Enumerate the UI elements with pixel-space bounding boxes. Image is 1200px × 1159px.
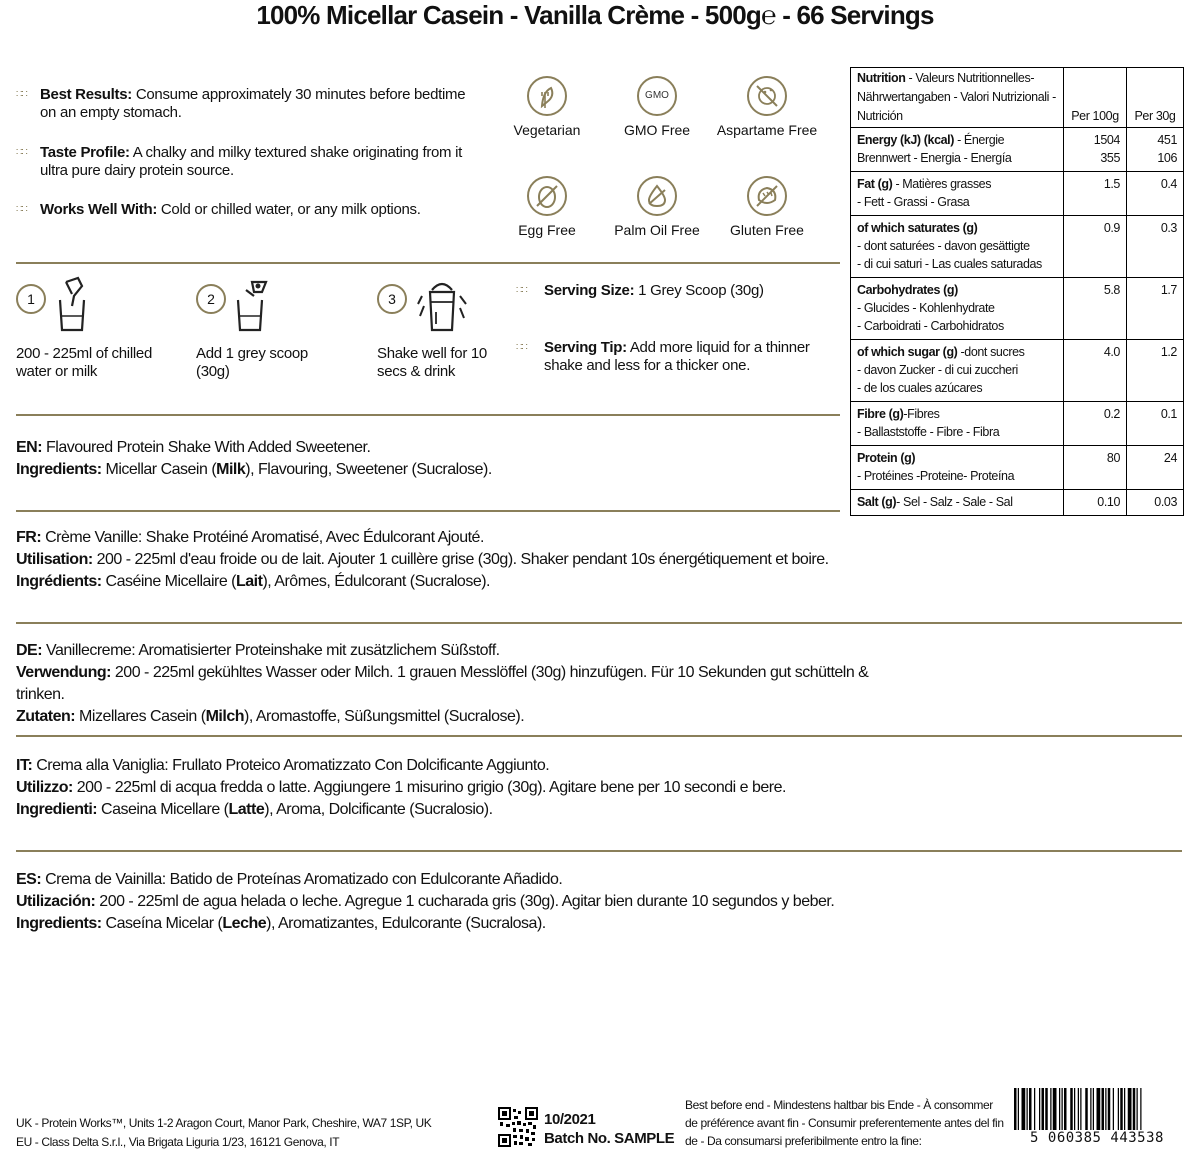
serving-label: Serving Tip: — [544, 339, 627, 356]
nutrition-title — [851, 68, 1064, 128]
language-text-end: ), Aromatizantes, Edulcorante (Sucralosa). — [266, 915, 546, 932]
value: 4.0 — [1103, 345, 1120, 359]
nutrient-label: of which sugar (g) — [857, 345, 958, 359]
badge-gluten-free — [712, 176, 822, 238]
nutrition-table — [850, 67, 1184, 516]
value: 0.4 — [1160, 177, 1177, 191]
barcode-bar — [1014, 1088, 1017, 1130]
barcode-bar — [1133, 1088, 1136, 1130]
language-line — [16, 459, 916, 481]
language-line — [16, 799, 916, 821]
step-number: 1 — [16, 284, 46, 314]
egg-icon — [527, 176, 567, 216]
nutrition-title-rest: - Valeurs Nutritionnelles- Nährwertangaben - Valori Nutrizionali - Nutrición — [857, 71, 1056, 123]
nutrient-line — [857, 131, 1057, 149]
value: 0.10 — [1097, 495, 1120, 509]
badge-gmo-free — [602, 76, 712, 138]
serving-label: Serving Size: — [544, 282, 635, 299]
language-line — [16, 437, 916, 459]
nutrient-translation: -Fibres — [903, 407, 940, 421]
nutrient-line — [857, 281, 1057, 299]
bread-icon — [747, 176, 787, 216]
nutrient-name — [851, 490, 1064, 516]
serving-info — [516, 282, 836, 300]
language-line — [16, 869, 916, 891]
barcode-digits: 5 060385 443538 — [1030, 1130, 1164, 1146]
product-title: 100% Micellar Casein - Vanilla Crème - 500g℮ - 66 Servings — [256, 0, 934, 30]
step-instruction: Shake well for 10 secs & drink — [377, 345, 487, 380]
barcode-bar — [1042, 1088, 1045, 1130]
value-per-30g — [1127, 490, 1184, 516]
barcode-bar — [1128, 1088, 1132, 1130]
badge-label: Vegetarian — [513, 122, 581, 138]
info-bullet — [16, 144, 496, 180]
nutrition-row — [851, 128, 1183, 172]
water-glass-icon — [52, 276, 90, 334]
badge-label: Palm Oil Free — [614, 222, 700, 238]
barcode-bar — [1097, 1088, 1101, 1130]
col-per-30g-label: Per 30g — [1134, 109, 1176, 123]
nutrition-row — [851, 278, 1183, 340]
value: 80 — [1106, 451, 1120, 465]
language-text: 200 - 225ml gekühltes Wasser oder Milch. 1 grauen Messlöffel (30g) hinzufügen. Für 10 Sekunden gut schütteln & trinken. — [16, 664, 869, 703]
language-text: Caseina Micellare ( — [97, 801, 229, 818]
language-text: Mizellares Casein ( — [75, 708, 206, 725]
barcode-bar — [1039, 1088, 1040, 1130]
step-instruction: 200 - 225ml of chilled water or milk — [16, 345, 152, 380]
barcode-bar — [1027, 1088, 1028, 1130]
language-line — [16, 755, 916, 777]
barcode-bar — [1137, 1088, 1138, 1130]
nutrient-translation-line: - Protéines -Proteine- Proteína — [857, 469, 1015, 483]
allergen: Latte — [228, 801, 265, 818]
divider-steps-bottom — [16, 414, 840, 416]
value: 0.3 — [1160, 221, 1177, 235]
info-bullet — [16, 201, 496, 219]
language-text: Crema de Vainilla: Batido de Proteínas Aromatizado con Edulcorante Añadido. — [41, 871, 563, 888]
nutrient-name — [851, 172, 1064, 216]
nutrient-translation-line: - Glucides - Kohlenhydrate — [857, 301, 995, 315]
language-label: Utilizzo: — [16, 779, 73, 796]
language-text: Micellar Casein ( — [101, 461, 217, 478]
allergen: Lait — [236, 573, 263, 590]
barcode-bar — [1045, 1088, 1048, 1130]
language-label: Verwendung: — [16, 664, 111, 681]
allergen: Milch — [205, 708, 244, 725]
badge-label: Gluten Free — [730, 222, 804, 238]
value-per-30g — [1127, 446, 1184, 490]
nutrient-name — [851, 402, 1064, 446]
nutrient-translation: - Sel - Salz - Sale - Sal — [896, 495, 1013, 509]
divider-steps-top — [16, 262, 840, 264]
nutrient-line — [857, 493, 1057, 511]
divider-en — [16, 510, 840, 512]
nutrient-translation-line: - di cui saturi - Las cuales saturadas — [857, 257, 1042, 271]
value: 0.03 — [1154, 495, 1177, 509]
nutrient-line — [857, 449, 1057, 467]
language-label: IT: — [16, 757, 33, 774]
value: 1.2 — [1160, 345, 1177, 359]
gmo-icon — [637, 76, 677, 116]
barcode-bar — [1070, 1088, 1073, 1130]
step-number: 3 — [377, 284, 407, 314]
barcode-bar — [1090, 1088, 1091, 1130]
nutrient-name — [851, 446, 1064, 490]
nutrient-translation-line: - Fett - Grassi - Grasa — [857, 195, 970, 209]
nutrient-translation: - Matières grasses — [892, 177, 992, 191]
nutrition-row — [851, 216, 1183, 278]
shaker-icon — [414, 276, 470, 334]
value-per-30g — [1127, 172, 1184, 216]
nutrient-translation: - Énergie — [954, 133, 1005, 147]
bullet-label: Best Results: — [40, 86, 132, 103]
language-line — [16, 777, 916, 799]
nutrition-row — [851, 490, 1183, 516]
barcode-bar — [1113, 1088, 1114, 1130]
step-number: 2 — [196, 284, 226, 314]
allergen: Milk — [216, 461, 246, 478]
leaf-fork-icon — [527, 76, 567, 116]
barcode-icon — [1010, 1088, 1186, 1132]
nutrition-row — [851, 340, 1183, 402]
barcode-bar — [1124, 1088, 1125, 1130]
best-before-line-1: Best before end - Mindestens haltbar bis Ende - À consommer — [685, 1098, 993, 1112]
value-per-30g — [1127, 278, 1184, 340]
value: 451 — [1157, 133, 1177, 147]
barcode-bar — [1062, 1088, 1063, 1130]
value: 355 — [1100, 151, 1120, 165]
nutrient-label: Carbohydrates (g) — [857, 283, 958, 297]
nutrient-translation: -dont sucres — [957, 345, 1025, 359]
badge-palm-oil-free — [602, 176, 712, 238]
best-before-line-3: de - Da consumarsi preferibilmente entro la fine: — [685, 1134, 922, 1148]
language-label: Zutaten: — [16, 708, 76, 725]
barcode-bar — [1078, 1088, 1079, 1130]
value: 1.5 — [1103, 177, 1120, 191]
barcode-bar — [1140, 1088, 1141, 1130]
language-text: Flavoured Protein Shake With Added Sweetener. — [42, 439, 371, 456]
barcode-bar — [1120, 1088, 1123, 1130]
nutrition-header — [851, 68, 1183, 128]
value-per-30g — [1127, 402, 1184, 446]
address-eu: EU - Class Delta S.r.l., Via Brigata Liguria 1/23, 16121 Genova, IT — [16, 1135, 340, 1149]
value-per-30g — [1127, 216, 1184, 278]
nutrient-label: Fat (g) — [857, 177, 893, 191]
language-text-end: ), Aromastoffe, Süßungsmittel (Sucralose). — [243, 708, 525, 725]
info-bullet — [16, 86, 496, 122]
value: 24 — [1163, 451, 1177, 465]
barcode-bar — [1102, 1088, 1105, 1130]
language-block — [16, 640, 916, 728]
bullet-dots-icon: ∷∷ — [16, 204, 27, 215]
language-text-end: ), Flavouring, Sweetener (Sucralose). — [245, 461, 492, 478]
language-line — [16, 706, 916, 728]
nutrient-name — [851, 128, 1064, 172]
bullet-body: Consume approximately 30 minutes before bedtime on an empty stomach. — [40, 86, 466, 121]
nutrient-label: Protein (g) — [857, 451, 916, 465]
language-label: ES: — [16, 871, 42, 888]
language-text: Vanillecreme: Aromatisierter Proteinshake mit zusätzlichem Süßstoff. — [42, 642, 500, 659]
value-per-100g — [1064, 490, 1127, 516]
language-text: Caséine Micellaire ( — [101, 573, 236, 590]
bullet-dots-icon: ∷∷ — [16, 147, 27, 158]
language-text: Crème Vanille: Shake Protéiné Aromatisé, Avec Édulcorant Ajouté. — [41, 529, 484, 546]
value-per-100g — [1064, 172, 1127, 216]
barcode-bar — [1029, 1088, 1032, 1130]
language-label: FR: — [16, 529, 42, 546]
divider-it — [16, 850, 1182, 852]
language-text: Caseína Micelar ( — [101, 915, 223, 932]
nutrition-title-bold: Nutrition — [857, 71, 906, 85]
nutrient-translation-line: - de los cuales azúcares — [857, 381, 983, 395]
barcode-bar — [1022, 1088, 1026, 1130]
qr-code-icon — [498, 1107, 538, 1147]
badge-label: GMO Free — [623, 122, 691, 138]
serving-info — [516, 339, 836, 375]
language-line — [16, 571, 916, 593]
language-block — [16, 527, 916, 593]
nutrition-row — [851, 402, 1183, 446]
value: 0.9 — [1103, 221, 1120, 235]
language-text: 200 - 225ml de agua helada o leche. Agregue 1 cucharada gris (30g). Agitar bien durante 10 segundos y beber. — [95, 893, 835, 910]
barcode-bar — [1050, 1088, 1051, 1130]
bullet-text — [40, 86, 480, 122]
language-label: Ingrédients: — [16, 573, 102, 590]
serving-body: 1 Grey Scoop (30g) — [634, 282, 764, 299]
barcode-bar — [1105, 1088, 1106, 1130]
language-line — [16, 527, 916, 549]
nutrient-line — [857, 343, 1057, 361]
nutrient-translation-line: - Carboidrati - Carbohidratos — [857, 319, 1004, 333]
batch-number: Batch No. SAMPLE — [544, 1130, 675, 1147]
nutrient-label: of which saturates (g) — [857, 221, 978, 235]
barcode-bar — [1118, 1088, 1119, 1130]
nutrition-grid — [851, 68, 1183, 515]
barcode-bar — [1093, 1088, 1094, 1130]
nutrient-translation-line: - Ballaststoffe - Fibre - Fibra — [857, 425, 1000, 439]
language-line — [16, 662, 916, 706]
nutrition-row — [851, 172, 1183, 216]
language-text: Crema alla Vaniglia: Frullato Proteico Aromatizzato Con Dolcificante Aggiunto. — [32, 757, 550, 774]
bullet-text — [40, 144, 480, 180]
value-per-30g — [1127, 340, 1184, 402]
badge-vegetarian — [492, 76, 602, 138]
bullet-dots-icon: ∷∷ — [16, 89, 27, 100]
value-per-100g — [1064, 446, 1127, 490]
col-per-100g-label: Per 100g — [1071, 109, 1119, 123]
nutrition-row — [851, 446, 1183, 490]
nutrient-line — [857, 219, 1057, 237]
serving-text — [544, 282, 834, 300]
aspartame-icon — [747, 76, 787, 116]
nutrient-name — [851, 340, 1064, 402]
language-label: Utilización: — [16, 893, 96, 910]
value: 0.2 — [1103, 407, 1120, 421]
value: 106 — [1157, 151, 1177, 165]
nutrient-translation-line: Brennwert - Energia - Energía — [857, 151, 1012, 165]
value: 0.1 — [1160, 407, 1177, 421]
language-line — [16, 891, 916, 913]
badge-egg-free — [492, 176, 602, 238]
bullet-dots-icon: ∷∷ — [516, 285, 527, 296]
badge-aspartame-free — [712, 76, 822, 138]
nutrient-translation-line: - dont saturées - davon gesättigte — [857, 239, 1030, 253]
language-label: Ingredients: — [16, 915, 102, 932]
nutrient-translation-line: - davon Zucker - di cui zuccheri — [857, 363, 1018, 377]
serving-text — [544, 339, 834, 375]
language-line — [16, 913, 916, 935]
barcode-bar — [1034, 1088, 1035, 1130]
nutrient-name — [851, 216, 1064, 278]
bullet-label: Taste Profile: — [40, 144, 130, 161]
nutrient-name — [851, 278, 1064, 340]
value-per-100g — [1064, 128, 1127, 172]
divider-fr — [16, 622, 1182, 624]
bullet-body: A chalky and milky textured shake originating from it ultra pure dairy protein source. — [40, 144, 463, 179]
badge-label: Egg Free — [518, 222, 576, 238]
best-before-line-2: de préférence avant fin - Consumir preferentemente antes del fin — [685, 1116, 1004, 1130]
barcode-bar — [1080, 1088, 1081, 1130]
barcode-bar — [1064, 1088, 1067, 1130]
nutrient-label: Salt (g) — [857, 495, 897, 509]
allergen: Leche — [222, 915, 267, 932]
nutrient-label: Fibre (g) — [857, 407, 904, 421]
value-per-100g — [1064, 278, 1127, 340]
barcode-bar — [1053, 1088, 1057, 1130]
language-block — [16, 869, 916, 935]
language-block — [16, 755, 916, 821]
value-per-30g — [1127, 128, 1184, 172]
serving-body: Add more liquid for a thinner shake and less for a thicker one. — [544, 339, 810, 374]
language-line — [16, 640, 916, 662]
batch-date: 10/2021 — [544, 1111, 596, 1128]
badge-label: Aspartame Free — [716, 122, 818, 138]
step-instruction: Add 1 grey scoop (30g) — [196, 345, 308, 380]
value-per-100g — [1064, 402, 1127, 446]
nutrient-label: Energy (kJ) (kcal) — [857, 133, 955, 147]
bullet-text — [40, 201, 480, 219]
drop-icon — [637, 176, 677, 216]
divider-de — [16, 735, 1182, 737]
address-uk: UK - Protein Works™, Units 1-2 Aragon Court, Manor Park, Cheshire, WA7 1SP, UK — [16, 1116, 432, 1130]
barcode-bar — [1074, 1088, 1075, 1130]
nutrient-line — [857, 175, 1057, 193]
barcode-bar — [1018, 1088, 1019, 1130]
bullet-label: Works Well With: — [40, 201, 158, 218]
value-per-100g — [1064, 216, 1127, 278]
gmo-text: GMO — [645, 90, 669, 101]
language-line — [16, 549, 916, 571]
barcode-bar — [1059, 1088, 1060, 1130]
language-text: 200 - 225ml d'eau froide ou de lait. Ajouter 1 cuillère grise (30g). Shaker pendant 10s énergétiquement et boire. — [92, 551, 829, 568]
barcode-bar — [1108, 1088, 1111, 1130]
language-label: EN: — [16, 439, 43, 456]
barcode-bar — [1085, 1088, 1088, 1130]
value: 1504 — [1093, 133, 1120, 147]
language-label: DE: — [16, 642, 43, 659]
bullet-dots-icon: ∷∷ — [516, 342, 527, 353]
language-label: Ingredienti: — [16, 801, 98, 818]
language-text-end: ), Arômes, Édulcorant (Sucralose). — [262, 573, 490, 590]
language-block — [16, 437, 916, 481]
scoop-glass-icon — [232, 276, 272, 334]
nutrient-line — [857, 405, 1057, 423]
value: 1.7 — [1160, 283, 1177, 297]
bullet-body: Cold or chilled water, or any milk options. — [157, 201, 421, 218]
col-per-30g — [1127, 68, 1184, 128]
language-text: 200 - 225ml di acqua fredda o latte. Aggiungere 1 misurino grigio (30g). Agitare bene per 10 secondi e bere. — [72, 779, 786, 796]
language-label: Utilisation: — [16, 551, 93, 568]
language-text-end: ), Aroma, Dolcificante (Sucralosio). — [264, 801, 493, 818]
col-per-100g — [1064, 68, 1127, 128]
value: 5.8 — [1103, 283, 1120, 297]
value-per-100g — [1064, 340, 1127, 402]
language-label: Ingredients: — [16, 461, 102, 478]
